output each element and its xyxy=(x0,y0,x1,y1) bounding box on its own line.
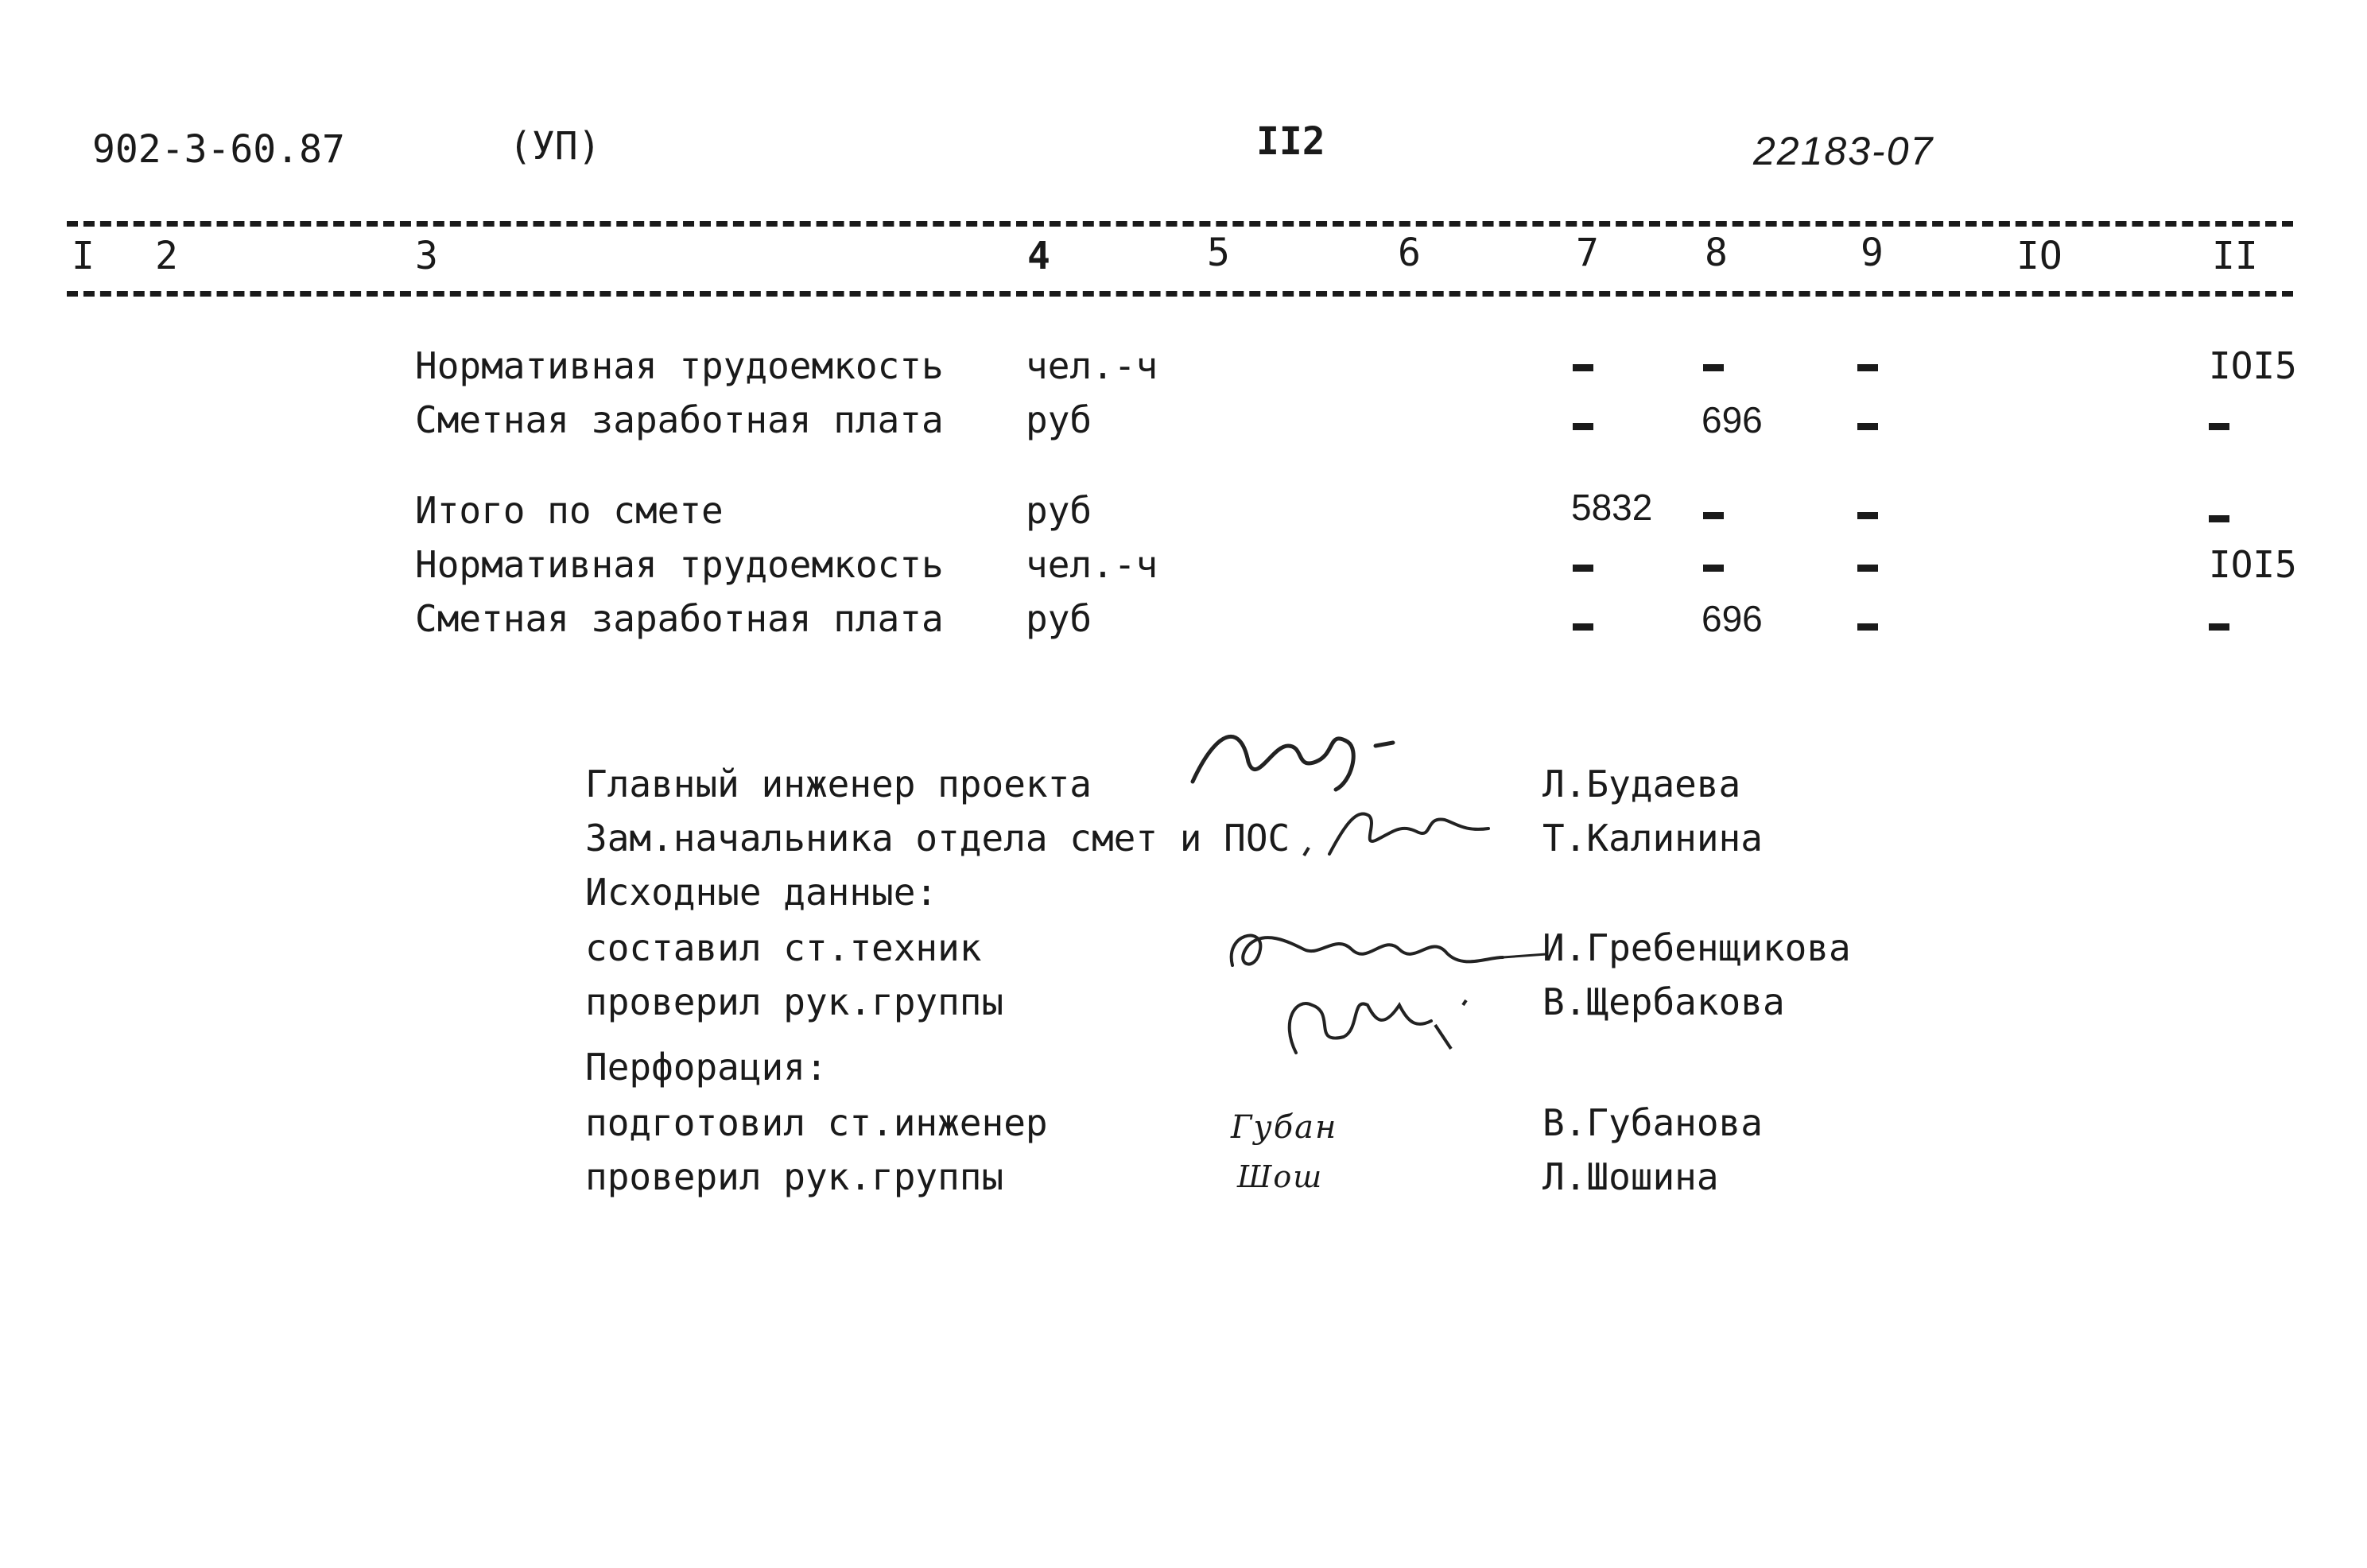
row-unit: руб xyxy=(1026,489,1092,532)
col8-value: 696 xyxy=(1702,598,1763,639)
signature-budaeva xyxy=(1185,714,1423,801)
column-header: 2 xyxy=(155,234,178,278)
col7-dash xyxy=(1573,565,1593,572)
col7-dash xyxy=(1573,364,1593,371)
col9-dash xyxy=(1857,623,1878,631)
inventory-number: 22183-07 xyxy=(1753,129,1934,173)
doc-code: 902-3-60.87 xyxy=(92,127,345,172)
column-header: 8 xyxy=(1705,231,1728,275)
column-header: 6 xyxy=(1398,231,1421,275)
column-header: 3 xyxy=(415,234,438,278)
col9-dash xyxy=(1857,512,1878,519)
col9-dash xyxy=(1857,364,1878,371)
col11-dash xyxy=(2209,623,2229,631)
column-header: IO xyxy=(2016,234,2062,278)
name-budaeva: Л.Будаева xyxy=(1542,763,1741,805)
doc-mark: (УП) xyxy=(509,124,601,169)
col7-dash xyxy=(1573,623,1593,631)
col8-dash xyxy=(1703,565,1724,572)
col9-dash xyxy=(1857,565,1878,572)
col11-value: IOI5 xyxy=(2209,543,2297,586)
col11-dash xyxy=(2209,515,2229,522)
name-kalinina: Т.Калинина xyxy=(1542,817,1763,860)
role-compiled: составил ст.техник xyxy=(585,926,982,969)
column-header: 5 xyxy=(1207,231,1230,275)
name-shcherbakova: В.Щербакова xyxy=(1542,980,1785,1023)
table-header-rule xyxy=(67,291,2293,297)
col7-dash xyxy=(1573,423,1593,430)
heading-perforation: Перфорация: xyxy=(585,1046,828,1089)
row-name: Нормативная трудоемкость xyxy=(415,344,944,387)
role-prepared: подготовил ст.инженер xyxy=(585,1101,1048,1144)
col8-dash xyxy=(1703,512,1724,519)
signature-shcherbakova xyxy=(1272,973,1479,1061)
col11-value: IOI5 xyxy=(2209,344,2297,387)
row-name: Сметная заработная плата xyxy=(415,398,944,441)
col11-dash xyxy=(2209,423,2229,430)
row-unit: руб xyxy=(1026,398,1092,441)
heading-source-data: Исходные данные: xyxy=(585,871,938,914)
row-name: Итого по смете xyxy=(415,489,724,532)
row-unit: чел.-ч xyxy=(1026,543,1158,586)
row-name: Сметная заработная плата xyxy=(415,597,944,640)
column-header: II xyxy=(2212,234,2258,278)
name-shoshina: Л.Шошина xyxy=(1542,1155,1719,1198)
signature-gubanova: Губан xyxy=(1231,1109,1338,1146)
col8-value: 696 xyxy=(1702,399,1763,441)
name-gubanova: В.Губанова xyxy=(1542,1101,1763,1144)
page-number: II2 xyxy=(1256,119,1325,164)
table-top-rule xyxy=(67,221,2293,227)
row-unit: руб xyxy=(1026,597,1092,640)
role-chief-engineer: Главный инженер проекта xyxy=(585,763,1092,805)
col8-dash xyxy=(1703,364,1724,371)
signature-kalinina xyxy=(1298,800,1496,864)
role-checked-2: проверил рук.группы xyxy=(585,1155,1004,1198)
row-name: Нормативная трудоемкость xyxy=(415,543,944,586)
column-header: 4 xyxy=(1027,234,1050,278)
column-header: 9 xyxy=(1861,231,1884,275)
name-grebenshchikova: И.Гребенщикова xyxy=(1542,926,1851,969)
column-header: 7 xyxy=(1576,231,1599,275)
signature-shoshina: Шош xyxy=(1237,1159,1324,1194)
row-unit: чел.-ч xyxy=(1026,344,1158,387)
role-checked-1: проверил рук.группы xyxy=(585,980,1004,1023)
column-header: I xyxy=(72,234,95,278)
role-deputy-head: Зам.начальника отдела смет и ПОС xyxy=(585,817,1290,860)
col7-value: 5832 xyxy=(1571,487,1653,528)
col9-dash xyxy=(1857,423,1878,430)
